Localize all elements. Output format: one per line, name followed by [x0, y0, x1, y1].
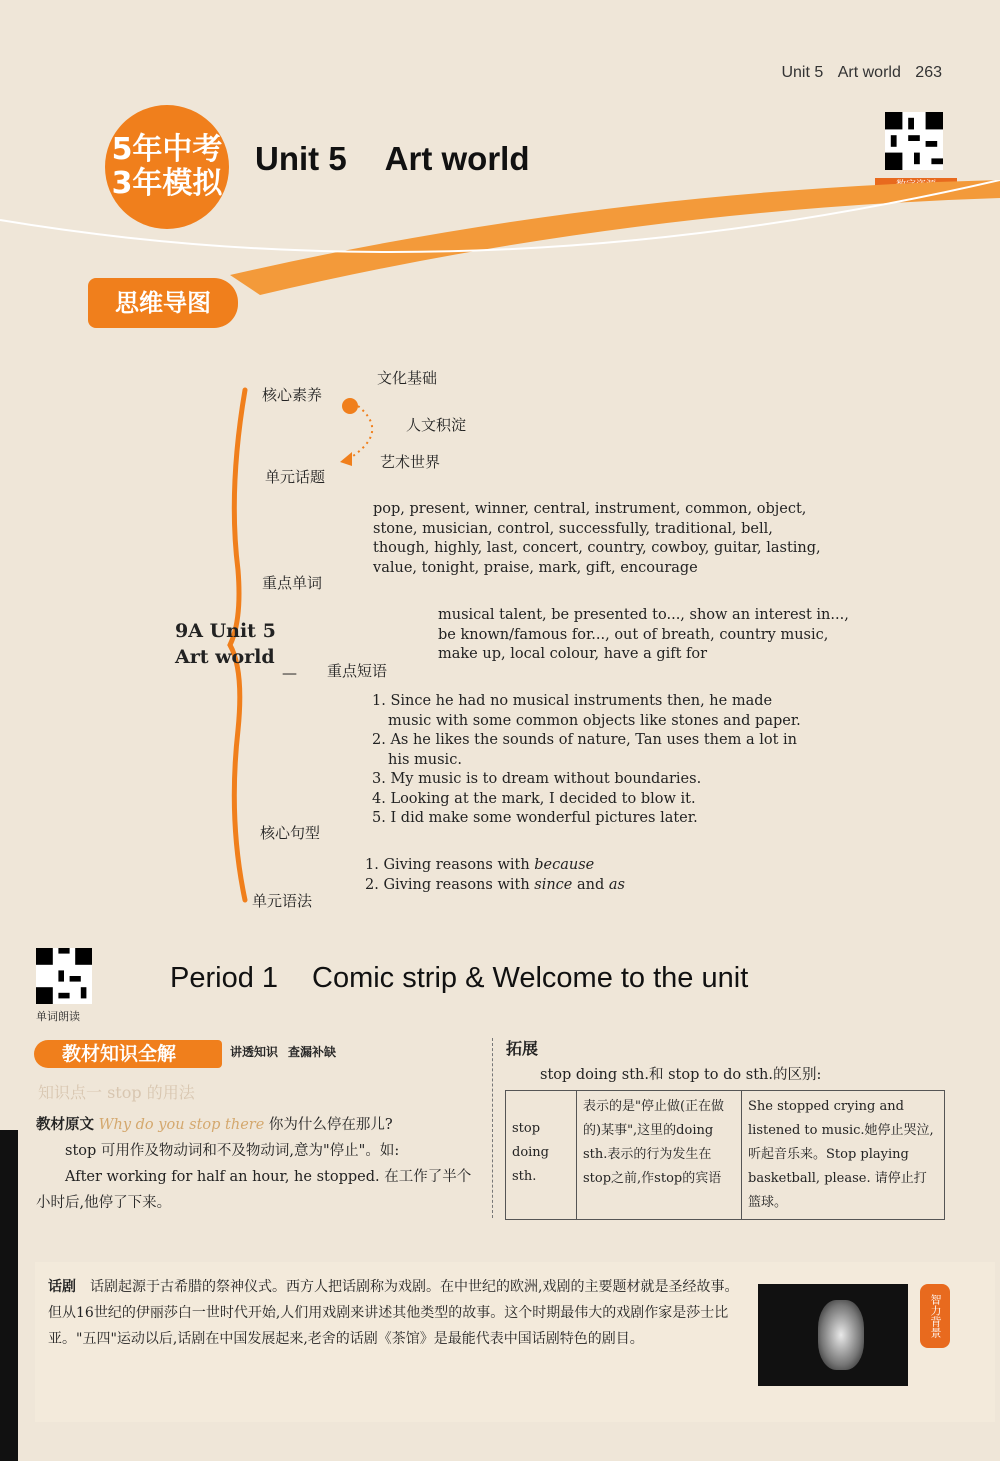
logo-line-1: 5年中考 — [111, 132, 223, 167]
grammar-keyword: because — [534, 857, 595, 873]
section-banner: 教材知识全解 — [34, 1040, 222, 1068]
key-words-line: though, highly, last, concert, country, cowboy, guitar, lasting, — [373, 540, 821, 556]
mindmap-badge: 思维导图 — [88, 278, 238, 328]
key-words-line: pop, present, winner, central, instrument, common, object, — [373, 501, 807, 517]
running-header — [771, 64, 942, 82]
logo-line-2: 3年模拟 — [111, 166, 223, 201]
side-tab: 智力背景 — [920, 1284, 950, 1348]
sentence-line: 1. Since he had no musical instruments then, he made — [372, 693, 773, 709]
header-section: Art world — [837, 64, 901, 81]
sentence-line: his music. — [388, 751, 462, 768]
key-phrases-line: make up, local colour, have a gift for — [438, 646, 708, 662]
sentence-line: 3. My music is to dream without boundaries. — [372, 771, 702, 787]
mindmap-root — [175, 618, 276, 670]
branch-grammar: 单元语法 — [252, 892, 313, 910]
root-line-1: 9A Unit 5 — [175, 620, 276, 642]
key-words-line: stone, musician, control, successfully, traditional, bell, — [373, 520, 773, 537]
drama-term: 话剧 — [48, 1279, 76, 1295]
header-unit: Unit 5 — [781, 64, 824, 81]
explanation: stop 可用作及物动词和不及物动词,意为"停止"。如: — [65, 1143, 400, 1159]
original-quote: Why do you stop there — [98, 1117, 265, 1133]
branch-key-phrases: 重点短语 — [327, 662, 388, 680]
sentence-line: music with some common objects like stones and paper. — [388, 712, 801, 729]
key-words-list — [373, 500, 821, 578]
grammar-list — [365, 856, 625, 895]
drama-body: 话剧起源于古希腊的祭神仪式。西方人把话剧称为戏剧。在中世纪的欧洲,戏剧的主要题材就是圣经故事。但从16世纪的伊丽莎白一世时代开始,人们用戏剧来讲述其他类型的故事。这个时期最伟大的戏剧作家是莎士比亚。"五四"运动以后,话剧在中国发展起来,老舍的话剧《茶馆》是最能代表中国话剧特色的剧目。 — [48, 1279, 739, 1347]
key-phrases-line: musical talent, be presented to..., show an interest in..., — [438, 607, 849, 623]
qr-code-icon[interactable] — [885, 112, 943, 170]
core-literacy-item-3: 艺术世界 — [380, 453, 441, 471]
section-sub-2: 查漏补缺 — [288, 1045, 337, 1059]
grammar-text: and — [572, 876, 609, 893]
left-body — [36, 1112, 481, 1216]
extension-subtitle: stop doing sth.和 stop to do sth.的区别: — [540, 1067, 822, 1083]
qr-code-icon[interactable] — [36, 948, 92, 1004]
sentence-line: 5. I did make some wonderful pictures later. — [372, 810, 698, 826]
grammar-line-1 — [365, 856, 625, 876]
grammar-text: 1. Giving reasons with — [365, 857, 535, 873]
original-label: 教材原文 — [36, 1116, 94, 1133]
root-line-2: Art world — [175, 646, 275, 668]
unit-title — [255, 140, 530, 178]
branch-core-sentences: 核心句型 — [260, 824, 321, 842]
branch-key-words: 重点单词 — [262, 574, 323, 592]
page-number: 263 — [915, 64, 942, 81]
unit-name: Art world — [384, 140, 530, 177]
branch-dash: — — [282, 664, 297, 682]
section-subtitle — [230, 1043, 336, 1060]
example: After working for half an hour, he stopped. 在工作了半个小时后,他停了下来。 — [36, 1169, 472, 1211]
section-sub-1: 讲透知识 — [230, 1045, 279, 1059]
sentence-line: 4. Looking at the mark, I decided to blow it. — [372, 790, 696, 807]
original-text-line — [36, 1112, 481, 1138]
table-cell-example: She stopped crying and listened to music.她停止哭泣,听起音乐来。Stop playing basketball, please. 请停止打篮球。 — [742, 1091, 945, 1220]
branch-unit-topic: 单元话题 — [265, 468, 326, 486]
grammar-text: 2. Giving reasons with — [365, 876, 535, 893]
grammar-keyword: as — [608, 876, 625, 893]
key-phrases-list — [438, 606, 849, 665]
core-sentences-list — [372, 692, 801, 829]
grammar-keyword: since — [534, 876, 573, 893]
knowledge-point-heading: 知识点一 stop 的用法 — [38, 1083, 195, 1102]
extension-title: 拓展 — [506, 1039, 539, 1058]
original-translation: 你为什么停在那儿? — [268, 1117, 393, 1133]
key-phrases-line: be known/famous for..., out of breath, country music, — [438, 626, 829, 643]
core-literacy-item-2: 人文积淀 — [406, 416, 467, 434]
unit-number: Unit 5 — [255, 140, 347, 177]
table-cell-meaning: 表示的是"停止做(正在做的)某事",这里的doing sth.表示的行为发生在stop之前,作stop的宾语 — [577, 1091, 742, 1220]
extension-table — [505, 1090, 945, 1220]
qr-bottom-label: 单词朗读 — [36, 1010, 80, 1023]
table-cell-term: stop doing sth. — [506, 1091, 577, 1220]
drama-photo-figure — [818, 1300, 864, 1370]
sentence-line: 2. As he likes the sounds of nature, Tan uses them a lot in — [372, 732, 797, 748]
table-row — [506, 1091, 945, 1220]
period-name: Comic strip & Welcome to the unit — [312, 962, 749, 994]
period-title — [170, 962, 748, 995]
drama-text — [48, 1274, 748, 1352]
grammar-line-2 — [365, 876, 625, 896]
core-literacy-item-1: 文化基础 — [377, 369, 438, 387]
period-number: Period 1 — [170, 962, 279, 994]
column-divider — [492, 1038, 494, 1218]
key-words-line: value, tonight, praise, mark, gift, encourage — [373, 559, 698, 576]
branch-core-literacy: 核心素养 — [262, 386, 323, 404]
page-edge-shadow — [0, 1130, 18, 1461]
